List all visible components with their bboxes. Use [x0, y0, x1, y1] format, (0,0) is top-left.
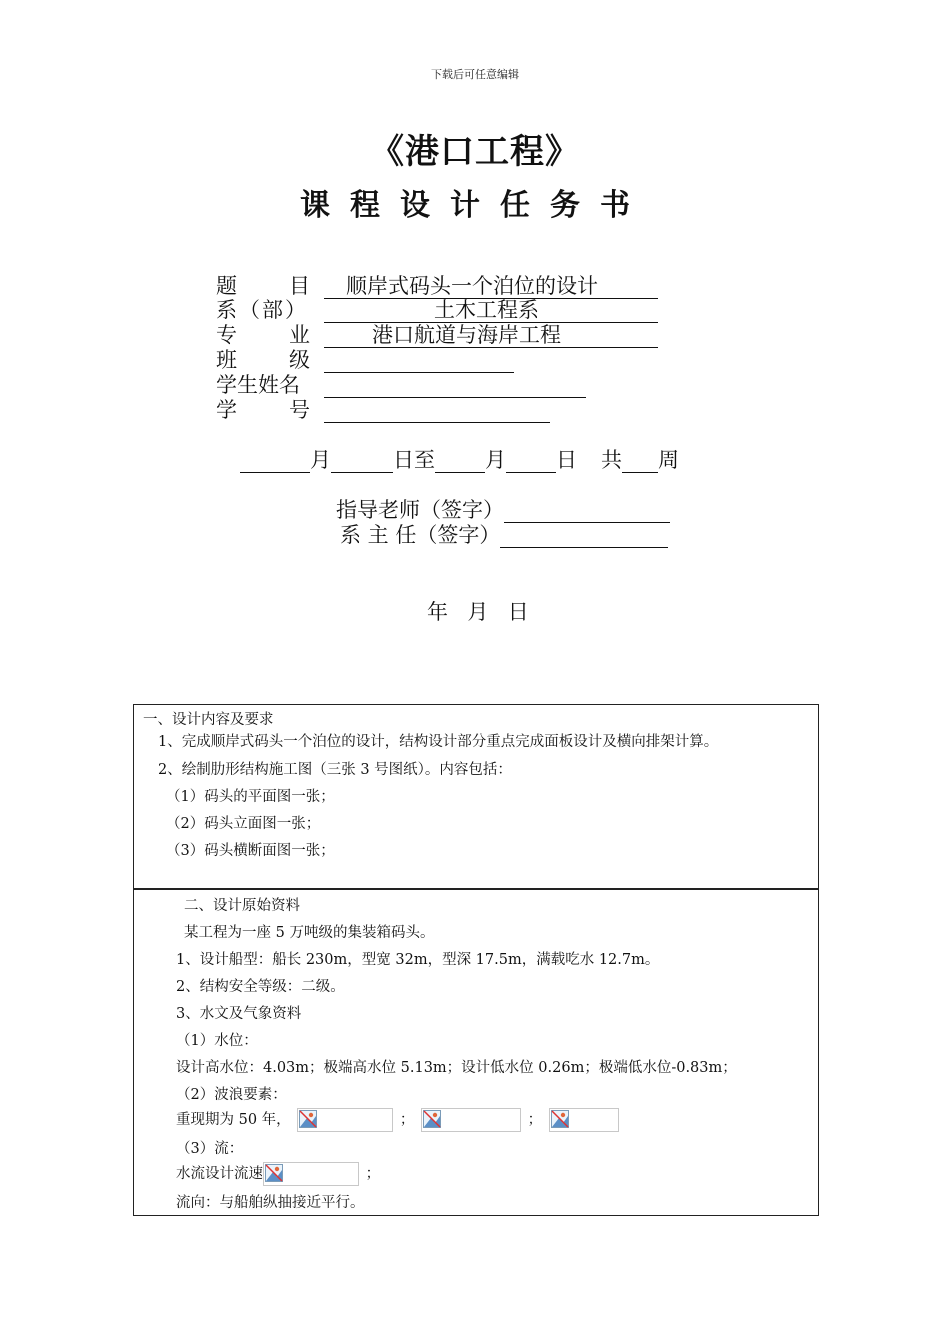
blank-month-start [240, 450, 310, 473]
flow-prefix: 水流设计流速 [176, 1166, 263, 1182]
head-signature-label: 系 主 任（签字） [340, 523, 501, 547]
wave-length-image [549, 1108, 619, 1132]
day-end-label: 日 [556, 448, 577, 472]
broken-image-icon [299, 1110, 317, 1128]
wave-prefix: 重现期为 50 年， [176, 1112, 291, 1128]
wave-height-image [297, 1108, 393, 1132]
month-start-label: 月 [310, 448, 331, 472]
total-label: 共 [601, 448, 622, 472]
teacher-signature-label: 指导老师（签字） [336, 498, 504, 522]
wave-separator-1: ； [399, 1112, 415, 1128]
broken-image-icon [551, 1110, 569, 1128]
date-row [240, 447, 679, 473]
flow-separator: ； [365, 1166, 381, 1182]
section1-item2: 2、绘制肋形结构施工图（三张 3 号图纸）。内容包括： [158, 762, 512, 778]
flow-speed-image [263, 1162, 359, 1186]
blank-weeks [622, 450, 658, 473]
head-signature-row [340, 522, 668, 548]
class-label: 班级 [216, 348, 362, 372]
section2-safety: 2、结构安全等级：二级。 [176, 979, 345, 995]
class-line [324, 348, 514, 373]
month-end-label: 月 [485, 448, 506, 472]
section1-sub2: （2）码头立面图一张； [166, 816, 321, 832]
section2-heading: 二、设计原始资料 [184, 898, 300, 914]
wave-separator-2: ； [527, 1112, 543, 1128]
dept-line [324, 298, 658, 323]
section2-hydro: 3、水文及气象资料 [176, 1006, 302, 1022]
header-note: 下载后可任意编辑 [431, 68, 519, 81]
dept-value: 土木工程系 [434, 298, 539, 322]
wave-period-image [421, 1108, 521, 1132]
blank-month-end [435, 450, 485, 473]
flow-direction: 流向：与船舶纵抽接近平行。 [176, 1195, 365, 1211]
broken-image-icon [265, 1164, 283, 1182]
topic-line [324, 274, 658, 299]
blank-day-end [506, 450, 556, 473]
section2-intro: 某工程为一座 5 万吨级的集装箱码头。 [184, 925, 435, 941]
student-id-label: 学号 [216, 398, 362, 422]
section1-heading: 一、设计内容及要求 [143, 712, 274, 728]
student-id-line [324, 398, 550, 423]
flow-title: （3）流： [176, 1141, 244, 1157]
wave-title: （2）波浪要素： [176, 1087, 287, 1103]
year-month-day: 年 月 日 [427, 600, 531, 624]
water-level-title: （1）水位： [176, 1033, 258, 1049]
student-name-label: 学生姓名 [216, 373, 300, 397]
day-start-label: 日至 [393, 448, 435, 472]
water-levels: 设计高水位：4.03m；极端高水位 5.13m；设计低水位 0.26m；极端低水位-0.83m； [176, 1060, 737, 1076]
document-subtitle: 课程设计任务书 [300, 188, 650, 223]
section1-sub1: （1）码头的平面图一张； [166, 789, 335, 805]
teacher-signature-line [504, 500, 670, 523]
dept-label: 系（部） [216, 298, 308, 322]
major-label: 专业 [216, 323, 362, 347]
major-line [324, 323, 658, 348]
blank-day-start [331, 450, 393, 473]
broken-image-icon [423, 1110, 441, 1128]
section2-ship: 1、设计船型：船长 230m，型宽 32m，型深 17.5m，满载吃水 12.7m。 [176, 952, 660, 968]
week-label: 周 [658, 448, 679, 472]
section1-sub3: （3）码头横断面图一张； [166, 843, 335, 859]
topic-value: 顺岸式码头一个泊位的设计 [346, 274, 598, 298]
section1-item1: 1、完成顺岸式码头一个泊位的设计，结构设计部分重点完成面板设计及横向排架计算。 [158, 734, 719, 750]
student-name-line [324, 373, 586, 398]
head-signature-line [500, 525, 668, 548]
flow-row [176, 1160, 380, 1188]
major-value: 港口航道与海岸工程 [372, 323, 561, 347]
document-title: 《港口工程》 [370, 132, 580, 172]
wave-row [176, 1106, 621, 1134]
topic-label: 题目 [216, 274, 362, 298]
teacher-signature-row [336, 497, 670, 523]
